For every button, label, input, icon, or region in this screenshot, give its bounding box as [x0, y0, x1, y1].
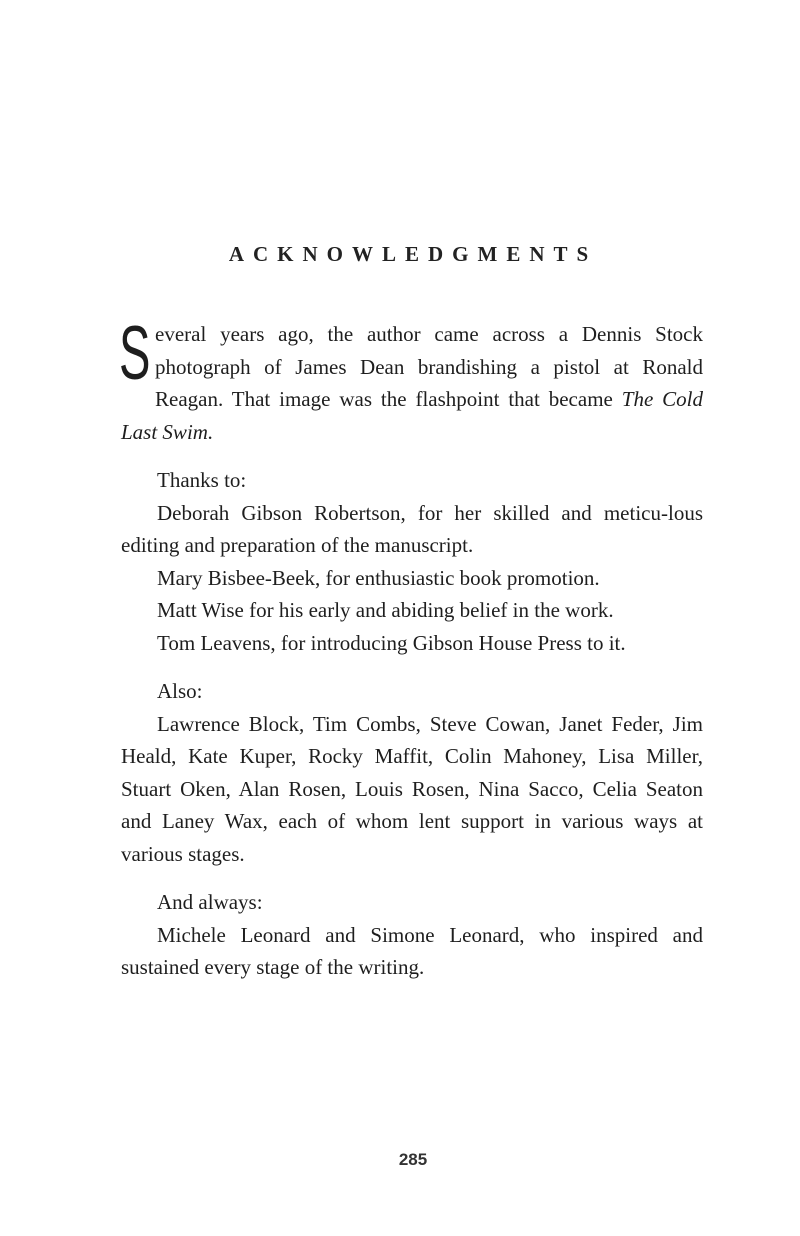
section-thanks	[121, 464, 703, 659]
acknowledgments-body	[119, 311, 704, 984]
intro-text: everal years ago, the author came across a Dennis Stock photograph of James Dean brandishing a pistol at Ronald Reagan. That image was the flashpoint that became	[155, 322, 703, 411]
book-title: The Cold Last Swim.	[121, 387, 704, 444]
list-item: Mary Bisbee-Beek, for enthusiastic book promotion.	[157, 565, 600, 590]
list-item: Lawrence Block, Tim Combs, Steve Cowan, Janet Feder, Jim Heald, Kate Kuper, Rocky Maffit, Colin Mahoney, Lisa Miller, Stuart Oken, Alan Rosen, Louis Rosen, Nina Sacco, Celia Seaton and Laney Wax, each of whom lent support in various ways at various stages.	[121, 711, 703, 866]
list-item: Matt Wise for his early and abiding belief in the work.	[157, 598, 614, 622]
section-heading: Thanks to:	[157, 468, 247, 492]
page-number: 285	[398, 1150, 428, 1169]
list-item: Tom Leavens, for introducing Gibson House Press to it.	[157, 630, 626, 655]
list-item: Deborah Gibson Robertson, for her skilled and meticu-lous editing and preparation of the manuscript.	[121, 500, 703, 557]
section-heading: And always:	[157, 890, 263, 914]
section-heading: Also:	[157, 679, 203, 703]
intro-paragraph	[119, 311, 704, 448]
page-title: ACKNOWLEDGMENTS	[228, 242, 598, 266]
drop-cap: S	[119, 311, 151, 396]
section-also	[121, 675, 703, 870]
section-always	[121, 886, 703, 984]
list-item: Michele Leonard and Simone Leonard, who inspired and sustained every stage of the writing.	[121, 922, 703, 979]
